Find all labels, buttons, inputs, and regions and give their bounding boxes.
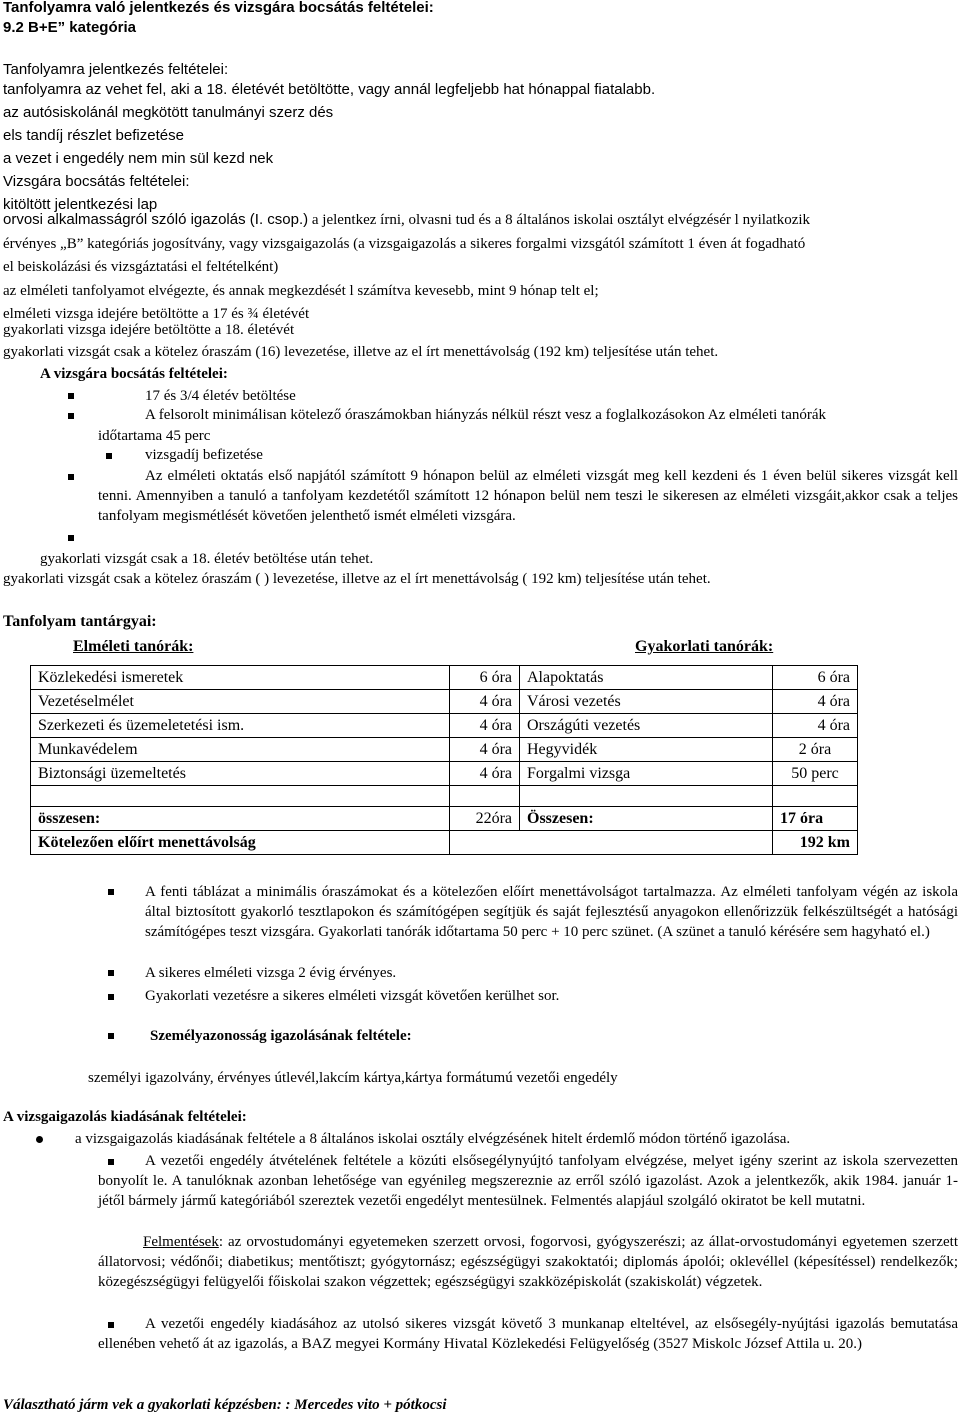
exam-conditions-row — [3, 210, 810, 230]
admission-after-line: gyakorlati vizsgát csak a kötelez óraszám ( ) levezetése, illetve az el írt menettávolság ( 192 km) teljesítése után tehet. — [3, 571, 711, 587]
vehicle-line — [3, 1395, 447, 1415]
note-item: A fenti táblázat a minimális óraszámokat és a kötelezően előírt menettávolságot tartalmazza. Az elméleti tanfolyam végén az iskola által biztosított gyakorló tesztlapokon és számítógépen segítjük és saját fejlesztésű anyagokon ellenőrizzük felkészültségét a hatósági számítógépes teszt vizsgára. Gyakorlati tanórák időtartama 50 perc + 10 perc szünet. (A szünet a tanuló kérésére sem hagyható el.) — [145, 884, 958, 940]
theory-hours: 4 óra — [450, 738, 520, 762]
total-practice-label: Összesen: — [520, 807, 773, 831]
table-row — [31, 738, 858, 762]
admission-item: A felsorolt minimálisan kötelező óraszámokban hiányzás nélkül részt vesz a foglalkozásokon Az elméleti tanórák — [145, 407, 827, 423]
distance-value: 192 km — [773, 831, 858, 855]
exemptions-label: Felmentések — [143, 1234, 219, 1250]
square-bullet-icon — [108, 994, 114, 1000]
exemptions-text: : az orvostudományi egyetemeken szerzett orvosi, fogorvosi, gyógyszerészi; az állat-orvostudományi egyetemen szerzett állatorvosi; védőnői; diabetikus; mentőtiszt; gyógytornász; egészségügyi szakoktatói; diplomás ápolói; oklevéllel (képesítéssel) rendelkezők; közegészségügyi felügyelői főiskolai szakon végzettek; egészségügyi szakközépiskolát (szakiskolát) végzetek. — [98, 1234, 958, 1290]
practice-subject: Országúti vezetés — [520, 714, 773, 738]
square-bullet-icon — [108, 889, 114, 895]
practice-subject: Városi vezetés — [520, 690, 773, 714]
square-bullet-icon — [106, 453, 112, 459]
theory-hours: 6 óra — [450, 666, 520, 690]
page-title: Tanfolyamra való jelentkezés és vizsgára bocsátás feltételei: — [3, 0, 434, 16]
exam-conditions-heading: Vizsgára bocsátás feltételei: — [3, 173, 190, 190]
practice-hours: 4 óra — [773, 714, 858, 738]
practice-subject: Hegyvidék — [520, 738, 773, 762]
distance-label: Kötelezően előírt menettávolság — [31, 831, 450, 855]
theory-subject: Munkavédelem — [31, 738, 450, 762]
enrollment-heading: Tanfolyamra jelentkezés feltételei: — [3, 61, 229, 78]
course-table — [30, 665, 858, 855]
identity-text: személyi igazolvány, érvényes útlevél,lakcím kártya,kártya formátumú vezetői engedély — [88, 1070, 618, 1086]
table-row — [31, 762, 858, 786]
exam-text-line: gyakorlati vizsga idejére betöltötte a 18. életévét — [3, 322, 295, 338]
square-bullet-icon — [68, 393, 74, 399]
total-label: összesen: — [31, 807, 450, 831]
practice-hours: 4 óra — [773, 690, 858, 714]
subjects-heading: Tanfolyam tantárgyai: — [3, 613, 157, 630]
total-theory-hours: 22óra — [450, 807, 520, 831]
theory-subject: Biztonsági üzemeltetés — [31, 762, 450, 786]
exam-text-line: érvényes „B” kategóriás jogosítvány, vagy vizsgaigazolás (a vizsgaigazolás a sikeres forgalmi vizsgától számított 1 éven át fogadható — [3, 236, 806, 252]
admission-item: Az elméleti oktatás első napjától számított 9 hónapon belül az elméleti vizsgát meg kell kezdeni és 1 éven belül sikeres vizsgát kell tenni. Amennyiben a tanuló a tanfolyam kezdetétől számított 12 hónapon belül nem teszi le sikeresen az elméleti vizsgáit,akkor csak a teljes tanfolyam megismétlését követően jelenthető ismét elméleti vizsgára. — [98, 468, 958, 524]
identity-heading: Személyazonosság igazolásának feltétele: — [150, 1028, 412, 1044]
square-bullet-icon — [108, 1033, 114, 1039]
certificate-paragraph: A vezetői engedély kiadásához az utolsó sikeres vizsgát követő 3 munkanap elteltével, az elsősegély-nyújtási igazolás bemutatása ellenében vehető át az igazolás, a BAZ megyei Kormány Hivatal Közlekedési Felügyelőség (3527 Miskolc József Attila u. 20.) — [98, 1316, 958, 1352]
table-row — [31, 666, 858, 690]
theory-heading: Elméleti tanórák: — [73, 638, 194, 655]
table-row — [31, 714, 858, 738]
practice-heading: Gyakorlati tanórák: — [635, 638, 774, 655]
practice-hours: 50 perc — [773, 762, 858, 786]
exam-conditions-line: kitöltött jelentkezési lap — [3, 196, 158, 213]
theory-hours: 4 óra — [450, 714, 520, 738]
table-row — [31, 690, 858, 714]
practice-subject: Forgalmi vizsga — [520, 762, 773, 786]
admission-item: időtartama 45 perc — [98, 428, 211, 444]
theory-subject: Vezetéselmélet — [31, 690, 450, 714]
theory-subject: Szerkezeti és üzemeletetési ism. — [31, 714, 450, 738]
vehicle-value: Mercedes vito + pótkocsi — [294, 1397, 447, 1413]
exam-admission-heading: A vizsgára bocsátás feltételei: — [40, 366, 228, 382]
practice-subject: Alapoktatás — [520, 666, 773, 690]
exemptions-paragraph — [98, 1232, 958, 1292]
square-bullet-icon — [68, 474, 74, 480]
total-practice-hours: 17 óra — [773, 807, 858, 831]
table-row-distance — [31, 831, 858, 855]
certificate-heading: A vizsgaigazolás kiadásának feltételei: — [3, 1109, 247, 1125]
note-item: A sikeres elméleti vizsga 2 évig érvényes. — [145, 965, 397, 981]
exam-text-line: el beiskolázási és vizsgáztatási el feltételként) — [3, 259, 279, 275]
square-bullet-icon — [68, 535, 74, 541]
certificate-paragraph: A vezetői engedély átvételének feltétele a közúti elsősegélynyújtó tanfolyam elvégzése, melyet igény szerint az iskola szervezetten bonyolít le. A tanulóknak azonban lehetősége van egyénileg megszerezniе az erről szóló igazolást. Azok a jelentkezők, akik 1984. január 1-jétől bármely jármű kategóriából szereztek vezetői engedélyt mentesülnek. Felmentés alapjául szolgáló okiratot be kell mutatni. — [98, 1153, 958, 1209]
theory-subject: Közlekedési ismeretek — [31, 666, 450, 690]
theory-hours: 4 óra — [450, 690, 520, 714]
practice-hours: 2 óra — [773, 738, 858, 762]
round-bullet-icon — [36, 1136, 43, 1143]
admission-item: 17 és 3/4 életév betöltése — [145, 388, 296, 404]
enrollment-line: els tandíj részlet befizetése — [3, 127, 184, 144]
practice-hours: 6 óra — [773, 666, 858, 690]
square-bullet-icon — [68, 413, 74, 419]
certificate-bullet: a vizsgaigazolás kiadásának feltétele a 8 általános iskolai osztály elvégzésének hitelt érdemlő módon történő igazolása. — [75, 1131, 791, 1147]
admission-after-line: gyakorlati vizsgát csak a 18. életév betöltése után tehet. — [40, 551, 374, 567]
enrollment-line: a vezet i engedély nem min sül kezd nek — [3, 150, 274, 167]
vehicle-label: Választható járm vek a gyakorlati képzésben: : — [3, 1397, 295, 1413]
admission-item: vizsgadíj befizetése — [145, 447, 263, 463]
note-item: Gyakorlati vezetésre a sikeres elméleti vizsgát követően kerülhet sor. — [145, 988, 560, 1004]
table-row-total — [31, 807, 858, 831]
square-bullet-icon — [108, 970, 114, 976]
exam-text-line: elméleti vizsga idejére betöltötte a 17 és ¾ életévét — [3, 306, 310, 322]
exam-text-line: gyakorlati vizsgát csak a kötelez óraszám (16) levezetése, illetve az el írt menettávolság (192 km) teljesítése után tehet. — [3, 344, 719, 360]
literacy-text: a jelentkez írni, olvasni tud és a 8 általános iskolai osztályt elvégzésér l nyilatkozik — [308, 212, 811, 228]
exam-text-line: az elméleti tanfolyamot elvégezte, és annak megkezdését l számítva kevesebb, mint 9 hónap telt el; — [3, 283, 599, 299]
theory-hours: 4 óra — [450, 762, 520, 786]
medical-certificate-text: orvosi alkalmasságról szóló igazolás (I. csop.) — [3, 211, 309, 228]
enrollment-line: az autósiskolánál megkötött tanulmányi szerz dés — [3, 104, 334, 121]
table-spacer — [31, 786, 858, 807]
category-label: 9.2 B+E” kategória — [3, 19, 136, 36]
enrollment-line: tanfolyamra az vehet fel, aki a 18. életévét betöltötte, vagy annál legfeljebb hat hónappal fiatalabb. — [3, 81, 656, 98]
